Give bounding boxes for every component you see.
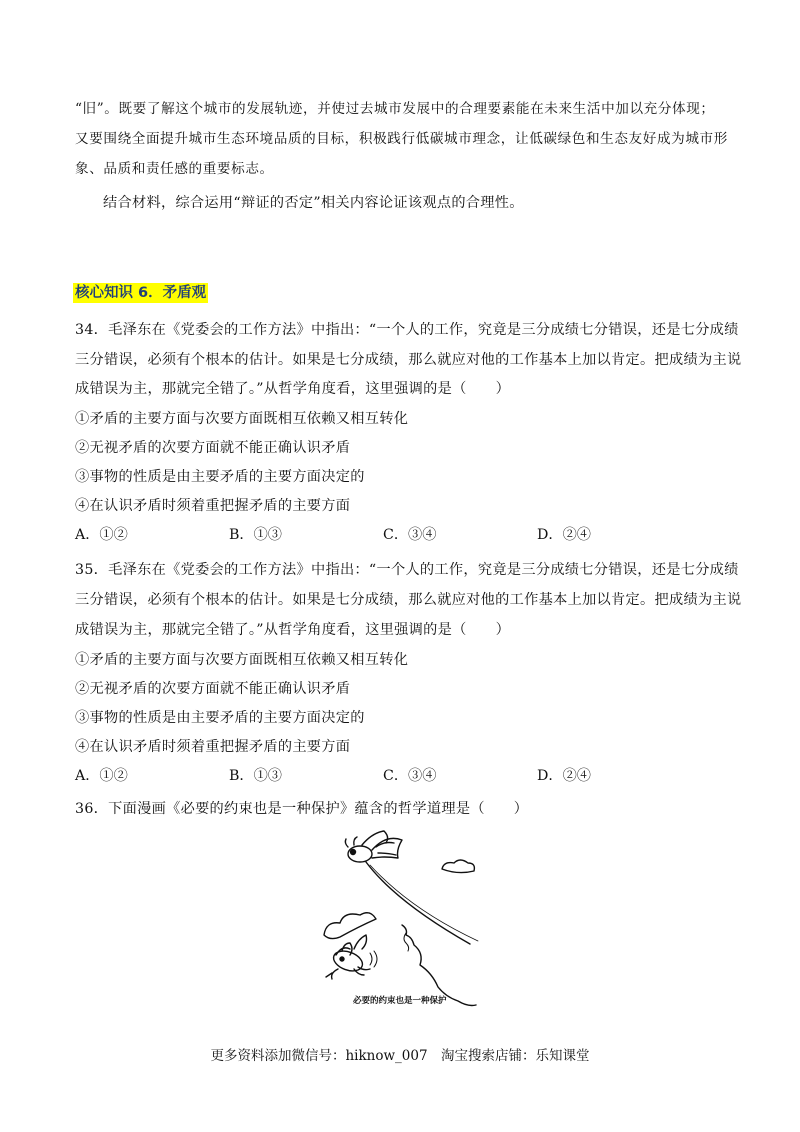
comic-caption: 必要的约束也是一种保护: [353, 996, 447, 1006]
q36-stem: 36．下面漫画《必要的约束也是一种保护》蕴含的哲学道理是（ ）: [75, 801, 529, 817]
q34-stem-line-3: 成错误为主，那就完全错了。”从哲学角度看，这里强调的是（ ）: [75, 381, 511, 397]
q35-option-b: B．①③: [229, 768, 282, 784]
q34-option-b: B．①③: [229, 527, 282, 543]
q34-option-a: A．①②: [75, 527, 128, 543]
cloud-icon-left: [324, 913, 376, 939]
q34-stem-line-1: 34．毛泽东在《党委会的工作方法》中指出：“一个人的工作，究竟是三分成绩七分错误，还是七分成绩: [75, 322, 739, 338]
cloud-icon: [442, 860, 474, 873]
flying-kite-antenna: [345, 837, 357, 847]
intro-line-3: 象、品质和责任感的重要标志。: [75, 161, 274, 177]
q34-option-d: D．②④: [537, 527, 591, 543]
q34-stem-line-2: 三分错误，必须有个根本的估计。如果是七分成绩，那么就应对他的工作基本上加以肯定。把成绩为主说: [75, 352, 742, 368]
q34-statement-1: ①矛盾的主要方面与次要方面既相互依赖又相互转化: [75, 411, 409, 427]
q35-stem-line-2: 三分错误，必须有个根本的估计。如果是七分成绩，那么就应对他的工作基本上加以肯定。把成绩为主说: [75, 592, 742, 608]
kite-string: [366, 862, 470, 944]
q35-statement-3: ③事物的性质是由主要矛盾的主要方面决定的: [75, 710, 365, 726]
intro-task: 结合材料，综合运用“辩证的否定”相关内容论证该观点的合理性。: [103, 195, 524, 211]
q34-statement-2: ②无视矛盾的次要方面就不能正确认识矛盾: [75, 440, 351, 456]
q35-option-d: D．②④: [537, 768, 591, 784]
q35-statement-2: ②无视矛盾的次要方面就不能正确认识矛盾: [75, 681, 351, 697]
q35-option-a: A．①②: [75, 768, 128, 784]
page-footer: 更多资料添加微信号：hiknow_007 淘宝搜索店铺：乐知课堂: [210, 1048, 590, 1064]
q35-statement-1: ①矛盾的主要方面与次要方面既相互依赖又相互转化: [75, 652, 409, 668]
q34-statement-4: ④在认识矛盾时须着重把握矛盾的主要方面: [75, 498, 351, 514]
section-heading: 核心知识 6．矛盾观: [75, 285, 207, 301]
q35-stem-line-3: 成错误为主，那就完全错了。”从哲学角度看，这里强调的是（ ）: [75, 622, 511, 638]
intro-line-1: “旧”。既要了解这个城市的发展轨迹，并使过去城市发展中的合理要素能在未来生活中加以充分体现；: [75, 101, 715, 117]
q34-option-c: C．③④: [383, 527, 437, 543]
intro-line-2: 又要围绕全面提升城市生态环境品质的目标，积极践行低碳城市理念，让低碳绿色和生态友好成为城市形: [75, 131, 728, 147]
q35-stem-line-1: 35．毛泽东在《党委会的工作方法》中指出：“一个人的工作，究竟是三分成绩七分错误，还是七分成绩: [75, 562, 739, 578]
kite-comic-illustration: [318, 823, 480, 1015]
q35-option-c: C．③④: [383, 768, 437, 784]
q34-statement-3: ③事物的性质是由主要矛盾的主要方面决定的: [75, 469, 365, 485]
q35-statement-4: ④在认识矛盾时须着重把握矛盾的主要方面: [75, 739, 351, 755]
